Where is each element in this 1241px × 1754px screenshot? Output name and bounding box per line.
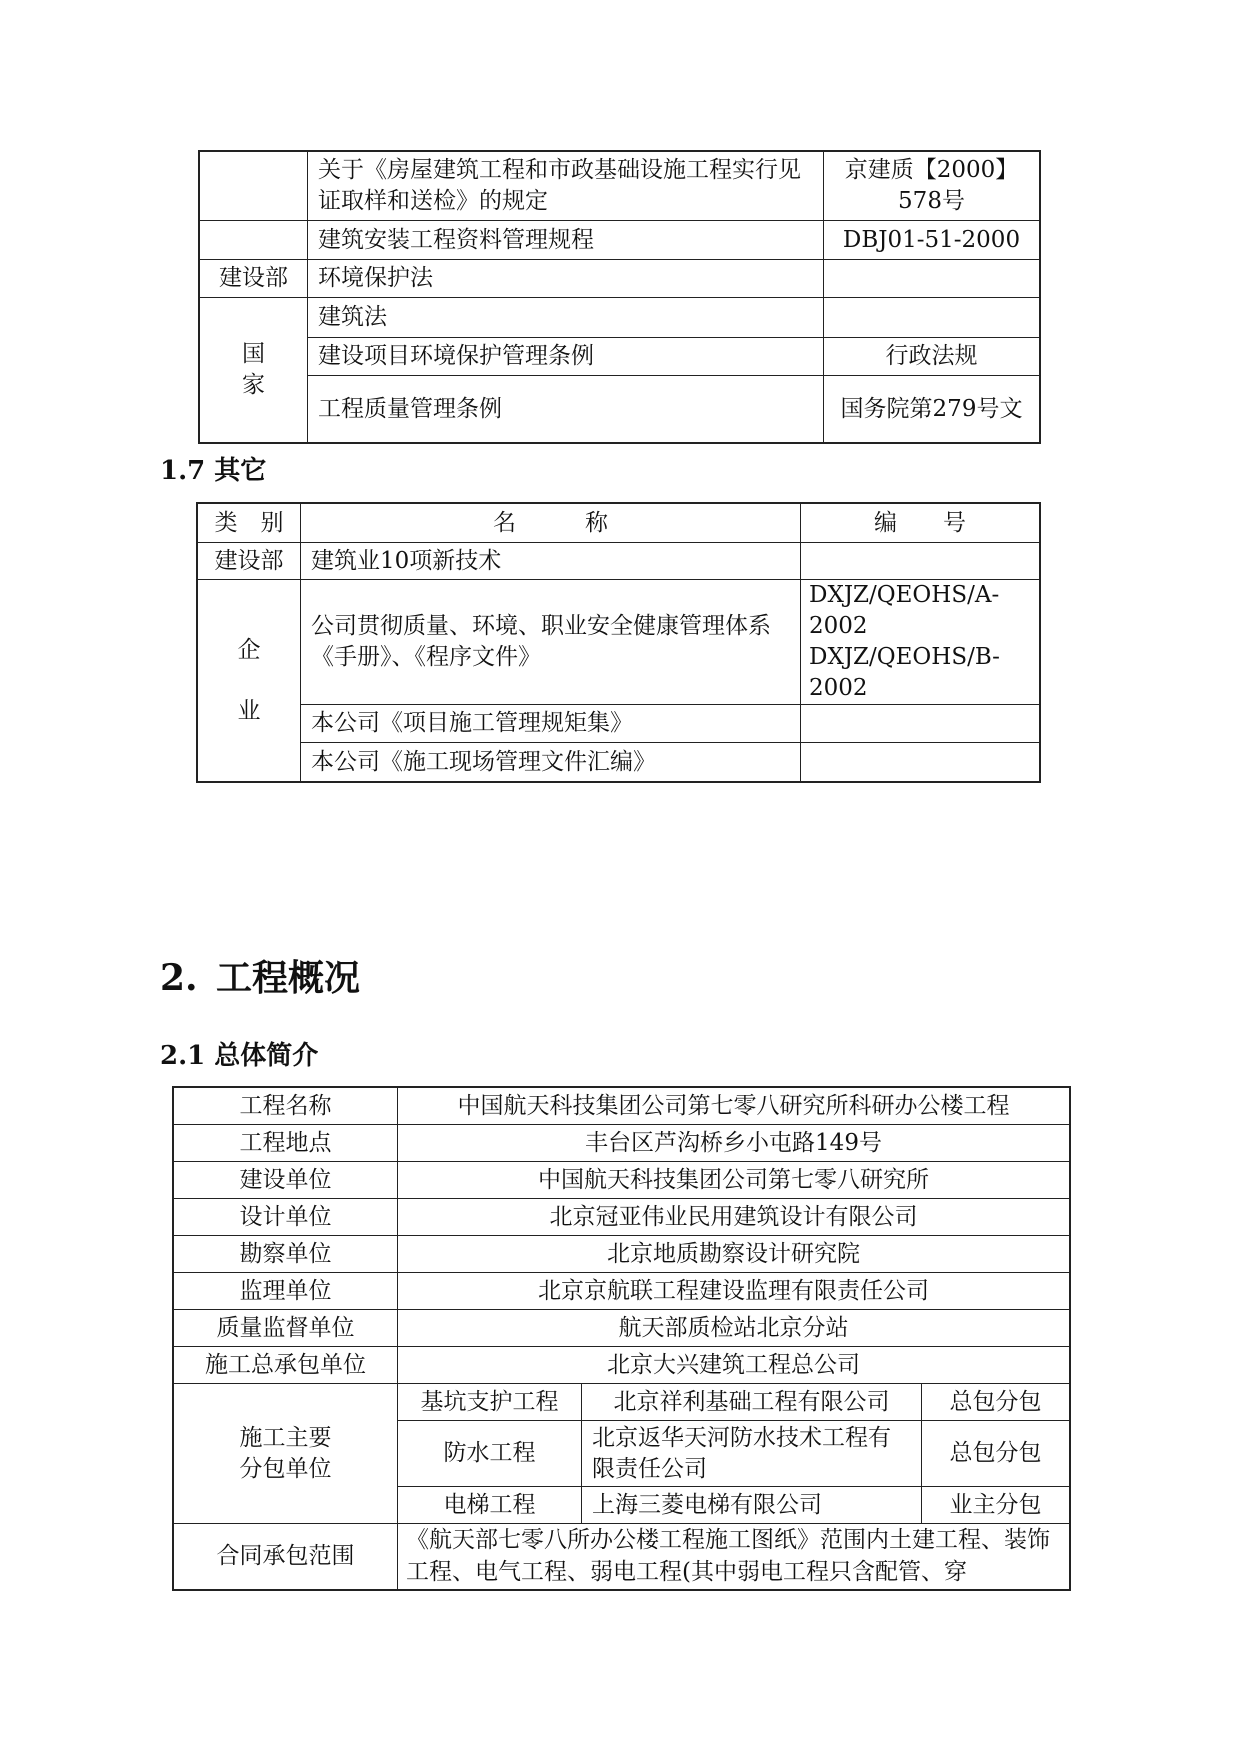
code-line: DXJZ/QEOHS/A-2002	[809, 582, 1000, 639]
field-label	[174, 1384, 398, 1524]
section-title: 工程概况	[216, 957, 361, 999]
regulation-code	[824, 260, 1040, 298]
category-line: 业	[237, 697, 261, 724]
field-label: 监理单位	[174, 1273, 398, 1310]
field-value: 丰台区芦沟桥乡小屯路149号	[398, 1125, 1070, 1162]
document-name: 本公司《项目施工管理规矩集》	[301, 705, 801, 743]
document-code	[801, 705, 1040, 743]
subcontract-company: 上海三菱电梯有限公司	[582, 1487, 922, 1524]
section-heading-2-1: 2.1 总体简介	[160, 1041, 319, 1071]
category-cell	[200, 298, 308, 443]
field-value: 航天部质检站北京分站	[398, 1310, 1070, 1347]
header-category: 类 别	[198, 504, 301, 543]
regulation-code: DBJ01-51-2000	[824, 221, 1040, 260]
category-line: 国	[242, 341, 265, 367]
category-cell	[200, 221, 308, 260]
field-value: 北京大兴建筑工程总公司	[398, 1347, 1070, 1384]
regulation-code: 行政法规	[824, 338, 1040, 376]
section-number: 2.	[160, 957, 198, 999]
document-code	[801, 743, 1040, 782]
header-code: 编 号	[801, 504, 1040, 543]
regulation-code: 国务院第279号文	[824, 376, 1040, 443]
subcontract-work: 基坑支护工程	[398, 1384, 582, 1421]
field-label: 质量监督单位	[174, 1310, 398, 1347]
regulation-name: 建筑安装工程资料管理规程	[308, 221, 824, 260]
field-label: 工程名称	[174, 1088, 398, 1125]
label-line: 分包单位	[239, 1455, 332, 1482]
field-label: 施工总承包单位	[174, 1347, 398, 1384]
header-name: 名 称	[301, 504, 801, 543]
field-value: 《航天部七零八所办公楼工程施工图纸》范围内土建工程、装饰工程、电气工程、弱电工程(其中弱电工程只含配管、穿	[398, 1524, 1070, 1590]
category-cell: 建设部	[200, 260, 308, 298]
field-value: 中国航天科技集团公司第七零八研究所科研办公楼工程	[398, 1088, 1070, 1125]
regulation-name: 关于《房屋建筑工程和市政基础设施工程实行见证取样和送检》的规定	[308, 152, 824, 221]
field-value: 北京冠亚伟业民用建筑设计有限公司	[398, 1199, 1070, 1236]
regulation-name: 环境保护法	[308, 260, 824, 298]
subcontract-type: 总包分包	[922, 1384, 1070, 1421]
document-name: 本公司《施工现场管理文件汇编》	[301, 743, 801, 782]
field-label: 勘察单位	[174, 1236, 398, 1273]
subcontract-work: 防水工程	[398, 1421, 582, 1487]
section-heading-1-7: 1.7 其它	[160, 456, 267, 486]
category-cell: 建设部	[198, 543, 301, 580]
document-name: 建筑业10项新技术	[301, 543, 801, 580]
regulation-name: 工程质量管理条例	[308, 376, 824, 443]
subcontract-type: 业主分包	[922, 1487, 1070, 1524]
field-value: 北京地质勘察设计研究院	[398, 1236, 1070, 1273]
field-value: 中国航天科技集团公司第七零八研究所	[398, 1162, 1070, 1199]
regulation-code	[824, 298, 1040, 338]
category-line: 企	[237, 636, 261, 663]
field-label: 工程地点	[174, 1125, 398, 1162]
subcontract-work: 电梯工程	[398, 1487, 582, 1524]
section-heading-2	[160, 950, 360, 1001]
field-label: 设计单位	[174, 1199, 398, 1236]
code-line: DXJZ/QEOHS/B-2002	[809, 644, 1000, 701]
category-line: 家	[242, 372, 265, 398]
field-label: 合同承包范围	[174, 1524, 398, 1590]
field-label: 建设单位	[174, 1162, 398, 1199]
project-overview-table	[173, 1087, 1070, 1590]
category-cell	[200, 152, 308, 221]
regulation-name: 建设项目环境保护管理条例	[308, 338, 824, 376]
subcontract-company: 北京祥利基础工程有限公司	[582, 1384, 922, 1421]
document-name: 公司贯彻质量、环境、职业安全健康管理体系《手册》、《程序文件》	[301, 580, 801, 705]
document-code	[801, 580, 1040, 705]
other-documents-table	[197, 503, 1040, 782]
regulation-code: 京建质【2000】578号	[824, 152, 1040, 221]
subcontract-type: 总包分包	[922, 1421, 1070, 1487]
regulations-table	[199, 151, 1040, 443]
subcontract-company: 北京返华天河防水技术工程有限责任公司	[582, 1421, 922, 1487]
regulation-name: 建筑法	[308, 298, 824, 338]
category-cell	[198, 580, 301, 782]
field-value: 北京京航联工程建设监理有限责任公司	[398, 1273, 1070, 1310]
document-code	[801, 543, 1040, 580]
label-line: 施工主要	[239, 1424, 332, 1451]
